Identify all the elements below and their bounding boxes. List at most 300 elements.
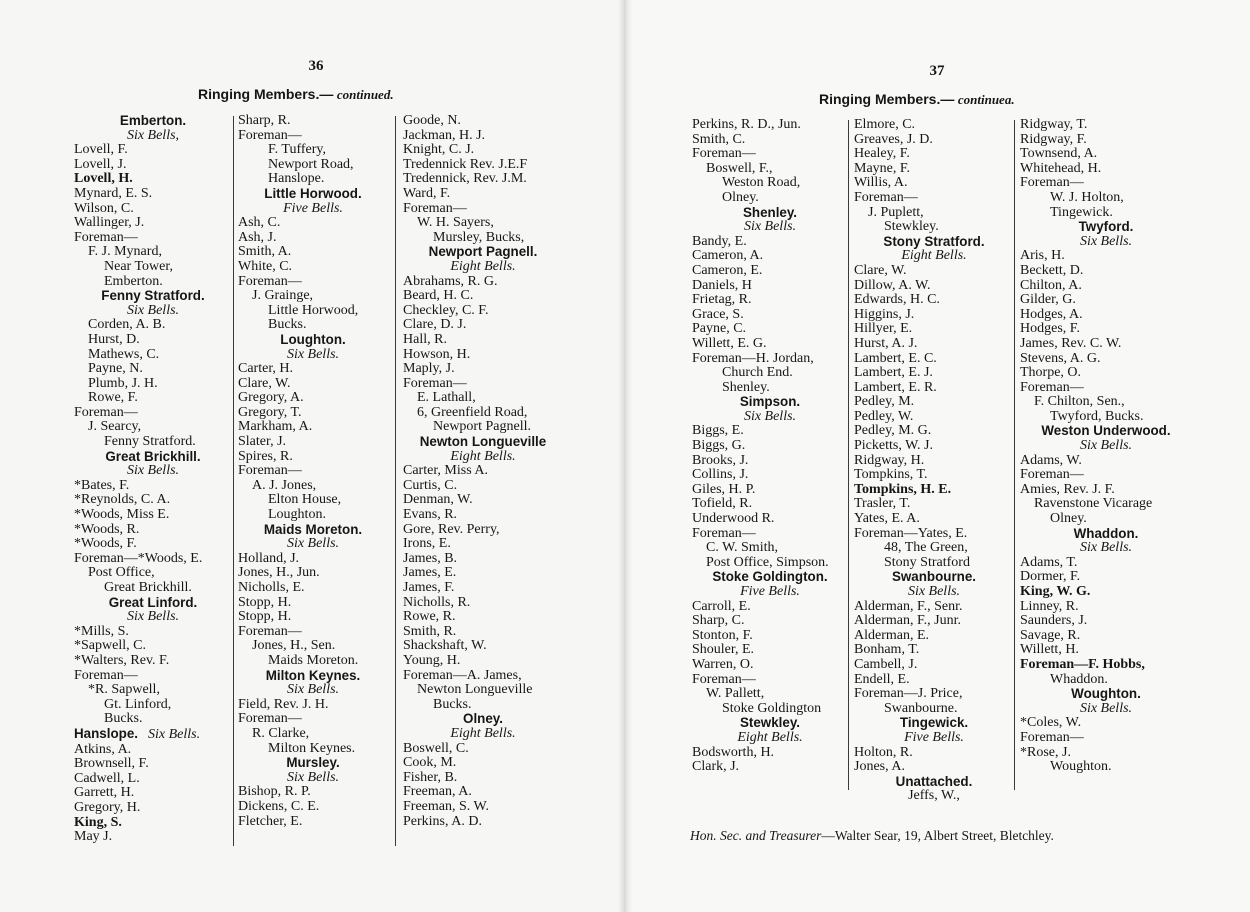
address-line: Newport Road, bbox=[268, 156, 354, 172]
member-entry: Alderman, F., Senr. bbox=[854, 598, 963, 614]
tower-heading: Milton Keynes. bbox=[265, 667, 361, 683]
member-entry: Alderman, E. bbox=[854, 627, 930, 643]
member-entry: Foreman— bbox=[238, 463, 302, 479]
address-line: Jones, H., Sen. bbox=[252, 638, 336, 654]
member-entry: Foreman— bbox=[1020, 379, 1084, 395]
member-entry: Mayne, F. bbox=[854, 160, 911, 176]
member-entry: King, S. bbox=[74, 814, 122, 830]
member-entry: Boswell, C. bbox=[403, 740, 469, 756]
column-4 bbox=[692, 118, 848, 775]
member-entry: Clark, J. bbox=[692, 759, 740, 775]
running-heading-right bbox=[819, 91, 1015, 109]
member-entry: Hillyer, E. bbox=[854, 321, 913, 337]
address-line: Great Brickhill. bbox=[104, 580, 192, 595]
member-entry: Yates, E. A. bbox=[854, 511, 920, 527]
address-line: Olney. bbox=[722, 189, 759, 205]
running-heading-title: Ringing Members.— bbox=[198, 86, 334, 102]
address-line: Fenny Stratford. bbox=[104, 434, 196, 450]
page-number-left: 36 bbox=[308, 58, 324, 74]
bells-count: Six Bells. bbox=[1079, 540, 1133, 556]
address-line: Olney. bbox=[1050, 511, 1087, 527]
member-entry: Irons, E. bbox=[403, 536, 451, 552]
member-entry: Foreman— bbox=[74, 667, 138, 683]
member-entry: Daniels, H bbox=[692, 277, 752, 293]
address-line: Near Tower, bbox=[104, 258, 173, 274]
member-entry: Fletcher, E. bbox=[238, 813, 303, 829]
member-entry: Warren, O. bbox=[692, 656, 754, 672]
member-entry: Giles, H. P. bbox=[692, 481, 756, 497]
address-line: C. W. Smith, bbox=[706, 540, 778, 556]
member-entry: Lovell, H. bbox=[74, 171, 133, 187]
bells-count: Six Bells. bbox=[1079, 438, 1133, 454]
member-entry: Tredennick, Rev. J.M. bbox=[403, 171, 527, 187]
tower-heading: Woughton. bbox=[1071, 686, 1141, 702]
member-entry: Clare, W. bbox=[238, 375, 291, 391]
bells-count: Six Bells. bbox=[126, 302, 180, 318]
member-entry: Edwards, H. C. bbox=[854, 292, 940, 308]
bells-count: Eight Bells. bbox=[450, 448, 516, 464]
member-entry: Mynard, E. S. bbox=[74, 185, 153, 201]
member-entry: Ridgway, F. bbox=[1020, 131, 1087, 147]
column-rule bbox=[395, 116, 396, 846]
member-entry: Dormer, F. bbox=[1020, 569, 1081, 585]
member-entry: Abrahams, R. G. bbox=[403, 273, 498, 289]
member-entry: James, F. bbox=[403, 580, 455, 595]
member-entry: *Reynolds, C. A. bbox=[74, 492, 171, 508]
member-entry: Stopp, H. bbox=[238, 609, 292, 625]
member-entry: Brooks, J. bbox=[692, 452, 749, 468]
address-line: Post Office, Simpson. bbox=[706, 554, 829, 570]
member-entry: Evans, R. bbox=[403, 507, 458, 523]
member-entry: Checkley, C. F. bbox=[403, 302, 489, 318]
member-entry: James, B. bbox=[403, 550, 458, 566]
tower-heading: Stoke Goldington. bbox=[712, 569, 828, 585]
member-entry: Jackman, H. J. bbox=[403, 127, 486, 143]
bells-count: Eight Bells. bbox=[901, 248, 967, 264]
member-entry: Cadwell, L. bbox=[74, 770, 140, 786]
tower-heading: Whaddon. bbox=[1073, 525, 1139, 541]
member-entry: Cameron, A. bbox=[692, 248, 764, 264]
address-line: Emberton. bbox=[104, 273, 163, 289]
member-entry: Carter, Miss A. bbox=[403, 463, 488, 479]
page-gutter bbox=[618, 0, 632, 912]
member-entry: Foreman— bbox=[238, 127, 302, 143]
address-line: Shenley. bbox=[722, 379, 770, 395]
bells-count: Six Bells. bbox=[126, 609, 180, 625]
member-entry: Willis, A. bbox=[854, 175, 908, 191]
member-entry: Gregory, T. bbox=[238, 404, 302, 420]
member-entry: Chilton, A. bbox=[1020, 277, 1082, 293]
member-entry: Wallinger, J. bbox=[74, 215, 145, 231]
footer-text: —Walter Sear, 19, Albert Street, Bletchley. bbox=[821, 828, 1054, 843]
address-line: Church End. bbox=[722, 365, 793, 381]
member-entry: Willett, H. bbox=[1020, 642, 1079, 658]
member-entry: Hall, R. bbox=[403, 331, 447, 347]
member-entry: Savage, R. bbox=[1020, 627, 1081, 643]
member-entry: *Rose, J. bbox=[1020, 744, 1071, 760]
member-entry: Pedley, W. bbox=[854, 408, 914, 424]
member-entry: Foreman—A. James, bbox=[403, 667, 522, 683]
address-line: Mursley, Bucks, bbox=[433, 229, 525, 245]
member-entry: Perkins, R. D., Jun. bbox=[692, 117, 801, 132]
bells-count: Six Bells, bbox=[126, 127, 180, 143]
member-entry: Atkins, A. bbox=[74, 741, 132, 757]
member-entry: Wilson, C. bbox=[74, 200, 134, 216]
running-heading-title: Ringing Members.— bbox=[819, 91, 955, 107]
tower-heading: Stony Stratford. bbox=[883, 233, 985, 249]
bells-count: Eight Bells. bbox=[450, 725, 516, 741]
member-entry: Foreman— bbox=[403, 200, 467, 216]
tower-heading: Great Brickhill. bbox=[105, 448, 201, 464]
member-entry: Shouler, E. bbox=[692, 642, 755, 658]
member-entry: Nicholls, R. bbox=[403, 594, 471, 610]
address-line: F. J. Mynard, bbox=[88, 244, 162, 260]
address-line: Stoke Goldington bbox=[722, 700, 822, 716]
address-line: Bucks. bbox=[433, 696, 472, 712]
member-entry: Tredennick Rev. J.E.F bbox=[403, 156, 528, 172]
member-entry: Jones, A. bbox=[854, 759, 905, 775]
member-entry: Foreman— bbox=[1020, 175, 1084, 191]
member-entry: May J. bbox=[74, 829, 113, 845]
member-entry: Ward, F. bbox=[403, 185, 451, 201]
member-entry: Foreman— bbox=[74, 229, 138, 245]
address-line: Weston Road, bbox=[722, 175, 801, 191]
member-entry: Beard, H. C. bbox=[403, 288, 474, 304]
member-entry: Tofield, R. bbox=[692, 496, 753, 512]
member-entry: Lambert, E. C. bbox=[854, 350, 937, 366]
column-rule bbox=[1014, 120, 1015, 790]
bells-count: Six Bells. bbox=[743, 219, 797, 235]
member-entry: Freeman, A. bbox=[403, 784, 472, 800]
address-line: Little Horwood, bbox=[268, 302, 359, 318]
tower-heading: Weston Underwood. bbox=[1041, 423, 1171, 439]
tower-heading: Newton Longueville bbox=[419, 434, 547, 450]
address-line: Corden, A. B. bbox=[88, 317, 166, 333]
member-entry: Foreman— bbox=[403, 375, 467, 391]
member-entry: King, W. G. bbox=[1020, 584, 1091, 599]
member-entry: Whitehead, H. bbox=[1020, 160, 1102, 176]
member-entry: Carter, H. bbox=[238, 361, 294, 377]
member-entry: Fisher, B. bbox=[403, 769, 458, 785]
bells-count: Five Bells. bbox=[740, 584, 800, 599]
address-line: Hurst, D. bbox=[88, 331, 140, 347]
running-heading-left bbox=[198, 86, 394, 104]
member-entry: *Coles, W. bbox=[1020, 715, 1082, 731]
member-entry: Bonham, T. bbox=[854, 642, 920, 658]
address-line: Payne, N. bbox=[88, 361, 143, 377]
member-entry: Foreman—Yates, E. bbox=[854, 525, 968, 541]
address-line: Milton Keynes. bbox=[268, 740, 356, 756]
tower-heading: Newport Pagnell. bbox=[428, 244, 538, 260]
bells-count: Six Bells. bbox=[907, 584, 961, 599]
tower-heading: Little Horwood. bbox=[264, 185, 362, 201]
member-entry: Beckett, D. bbox=[1020, 262, 1084, 278]
bells-count: Six Bells. bbox=[286, 682, 340, 698]
member-entry: Stonton, F. bbox=[692, 627, 753, 643]
member-entry: *Sapwell, C. bbox=[74, 638, 146, 654]
member-entry: Thorpe, O. bbox=[1020, 365, 1082, 381]
member-entry: Shackshaft, W. bbox=[403, 638, 487, 654]
address-line: Newport Pagnell. bbox=[433, 419, 531, 435]
address-line: J. Searcy, bbox=[88, 419, 142, 435]
member-entry: Smith, C. bbox=[692, 131, 746, 147]
member-entry: Brownsell, F. bbox=[74, 756, 149, 772]
member-entry: Cameron, E. bbox=[692, 262, 763, 278]
bells-count: Six Bells. bbox=[286, 769, 340, 785]
address-line: W. Pallett, bbox=[706, 686, 765, 702]
tower-heading: Fenny Stratford. bbox=[101, 288, 205, 304]
member-entry: Cook, M. bbox=[403, 755, 457, 771]
member-entry: Clare, D. J. bbox=[403, 317, 467, 333]
address-line: Post Office, bbox=[88, 565, 155, 581]
member-entry: Rowe, R. bbox=[403, 609, 456, 625]
page-number-right: 37 bbox=[929, 63, 945, 79]
member-entry: Slater, J. bbox=[238, 434, 287, 450]
bells-count: Six Bells. bbox=[148, 726, 201, 742]
tower-heading: Mursley. bbox=[286, 755, 340, 771]
address-line: Boswell, F., bbox=[706, 160, 773, 176]
member-entry: *Woods, F. bbox=[74, 536, 137, 552]
bells-count: Six Bells. bbox=[1079, 700, 1133, 716]
address-line: J. Puplett, bbox=[868, 204, 924, 220]
bells-count: Six Bells. bbox=[1079, 233, 1133, 249]
member-entry: Linney, R. bbox=[1020, 598, 1079, 614]
tower-heading: Stewkley. bbox=[739, 715, 801, 731]
member-entry: Foreman—J. Price, bbox=[854, 686, 963, 702]
tower-heading-text: Hanslope. bbox=[74, 725, 138, 741]
member-entry: Foreman— bbox=[238, 711, 302, 727]
member-entry: Ash, J. bbox=[238, 229, 277, 245]
member-entry: Collins, J. bbox=[692, 467, 749, 483]
address-line: 48, The Green, bbox=[884, 540, 968, 556]
address-line: R. Clarke, bbox=[252, 725, 310, 741]
member-entry: Ridgway, T. bbox=[1020, 117, 1088, 132]
member-entry: Denman, W. bbox=[403, 492, 473, 508]
member-entry: Goode, N. bbox=[403, 113, 461, 128]
member-entry: Biggs, E. bbox=[692, 423, 744, 439]
member-entry: Payne, C. bbox=[692, 321, 747, 337]
address-line: Bucks. bbox=[268, 317, 307, 333]
tower-heading: Simpson. bbox=[739, 394, 801, 410]
member-entry: Foreman—H. Jordan, bbox=[692, 350, 814, 366]
member-entry: Alderman, F., Junr. bbox=[854, 613, 961, 629]
bells-count: Five Bells. bbox=[904, 729, 964, 745]
address-line: Woughton. bbox=[1050, 759, 1112, 775]
member-entry: Foreman—*Woods, E. bbox=[74, 550, 203, 566]
member-entry: Foreman— bbox=[1020, 729, 1084, 745]
address-line: Loughton. bbox=[268, 507, 326, 523]
tower-heading: Loughton. bbox=[280, 331, 346, 347]
address-line: Rowe, F. bbox=[88, 390, 138, 406]
member-entry: Clare, W. bbox=[854, 262, 907, 278]
running-heading-suffix: continuea. bbox=[957, 92, 1015, 107]
member-entry: Foreman— bbox=[74, 404, 138, 420]
bells-count: Six Bells. bbox=[743, 408, 797, 424]
address-line: F. Tuffery, bbox=[268, 142, 327, 158]
member-entry: Dillow, A. W. bbox=[854, 277, 931, 293]
member-entry: Spires, R. bbox=[238, 448, 293, 464]
bells-count: Eight Bells. bbox=[450, 258, 516, 274]
member-entry: Howson, H. bbox=[403, 346, 471, 362]
member-entry: Lovell, J. bbox=[74, 156, 127, 172]
member-entry: Willett, E. G. bbox=[692, 335, 767, 351]
member-entry: *Mills, S. bbox=[74, 623, 129, 639]
member-entry: Higgins, J. bbox=[854, 306, 915, 322]
member-entry: Perkins, A. D. bbox=[403, 813, 482, 829]
member-entry: Jones, H., Jun. bbox=[238, 565, 320, 581]
tower-heading: Unattached. bbox=[895, 773, 973, 789]
member-entry: Gore, Rev. Perry, bbox=[403, 521, 500, 537]
tower-heading: Great Linford. bbox=[108, 594, 198, 610]
member-entry: Bandy, E. bbox=[692, 233, 747, 249]
member-entry: Adams, W. bbox=[1020, 452, 1082, 468]
column-3 bbox=[403, 114, 563, 829]
member-entry: Lovell, F. bbox=[74, 142, 128, 158]
address-line: Elton House, bbox=[268, 492, 342, 508]
member-entry: Markham, A. bbox=[238, 419, 313, 435]
address-line: J. Grainge, bbox=[252, 288, 314, 304]
member-entry: Amies, Rev. J. F. bbox=[1020, 481, 1115, 497]
member-entry: Biggs, G. bbox=[692, 438, 746, 454]
address-line: Hanslope. bbox=[268, 171, 325, 187]
tower-heading: Swanbourne. bbox=[891, 569, 977, 585]
member-entry: Nicholls, E. bbox=[238, 580, 305, 595]
member-entry: Foreman— bbox=[238, 273, 302, 289]
member-entry: Foreman— bbox=[854, 189, 918, 205]
tower-heading: Shenley. bbox=[742, 204, 798, 220]
member-entry: Cambell, J. bbox=[854, 656, 918, 672]
member-entry: James, Rev. C. W. bbox=[1020, 335, 1122, 351]
running-heading-suffix: continued. bbox=[336, 87, 394, 102]
member-entry: Tompkins, T. bbox=[854, 467, 928, 483]
member-entry: *Bates, F. bbox=[74, 477, 130, 493]
footer-label: Hon. Sec. and Treasurer bbox=[690, 828, 822, 843]
address-line: Tingewick. bbox=[1050, 204, 1113, 220]
bells-count: Six Bells. bbox=[286, 346, 340, 362]
footer-line bbox=[690, 828, 1054, 844]
member-entry: Ash, C. bbox=[238, 215, 281, 231]
member-entry: Stevens, A. G. bbox=[1020, 350, 1101, 366]
member-entry: Curtis, C. bbox=[403, 477, 458, 493]
member-entry: Stopp, H. bbox=[238, 594, 292, 610]
member-entry: Hurst, A. J. bbox=[854, 335, 918, 351]
member-entry: Adams, T. bbox=[1020, 554, 1078, 570]
address-line: Stewkley. bbox=[884, 219, 939, 235]
member-entry: Ridgway, H. bbox=[854, 452, 925, 468]
member-entry: Maply, J. bbox=[403, 361, 455, 377]
member-entry: Young, H. bbox=[403, 652, 461, 668]
member-entry: *Woods, R. bbox=[74, 521, 140, 537]
tower-heading bbox=[74, 727, 232, 743]
member-entry: Elmore, C. bbox=[854, 117, 916, 132]
member-entry: Endell, E. bbox=[854, 671, 910, 687]
member-entry: Aris, H. bbox=[1020, 248, 1065, 264]
bells-count: Five Bells. bbox=[283, 200, 343, 216]
bells-count: Six Bells. bbox=[286, 536, 340, 552]
member-entry: Townsend, A. bbox=[1020, 146, 1098, 162]
member-entry: Pedley, M. bbox=[854, 394, 915, 410]
address-line: *R. Sapwell, bbox=[88, 682, 160, 698]
member-entry: Gilder, G. bbox=[1020, 292, 1076, 308]
member-entry: Sharp, C. bbox=[692, 613, 745, 629]
address-line: E. Lathall, bbox=[417, 390, 476, 406]
member-entry: Greaves, J. D. bbox=[854, 131, 933, 147]
member-entry: Underwood R. bbox=[692, 511, 775, 527]
member-entry: Dickens, C. E. bbox=[238, 798, 320, 814]
tower-heading: Maids Moreton. bbox=[263, 521, 363, 537]
member-entry: James, E. bbox=[403, 565, 457, 581]
member-entry: Hodges, F. bbox=[1020, 321, 1080, 337]
member-entry: Holland, J. bbox=[238, 550, 300, 566]
member-entry: Bodsworth, H. bbox=[692, 744, 775, 760]
column-rule bbox=[848, 120, 849, 790]
column-rule bbox=[233, 116, 234, 846]
tower-heading: Twyford. bbox=[1078, 219, 1134, 235]
address-line: Mathews, C. bbox=[88, 346, 160, 362]
member-entry: Tompkins, H. E. bbox=[854, 481, 952, 497]
member-entry: Smith, R. bbox=[403, 623, 457, 639]
right-page bbox=[625, 0, 1250, 912]
member-entry: *Woods, Miss E. bbox=[74, 507, 170, 523]
address-line: W. J. Holton, bbox=[1050, 189, 1124, 205]
member-entry: Foreman— bbox=[692, 671, 756, 687]
address-line: W. H. Sayers, bbox=[417, 215, 494, 231]
member-entry: Foreman— bbox=[1020, 467, 1084, 483]
address-line: Stony Stratford bbox=[884, 554, 970, 570]
member-entry: Bishop, R. P. bbox=[238, 784, 311, 800]
member-entry: Field, Rev. J. H. bbox=[238, 696, 329, 712]
member-entry: Frietag, R. bbox=[692, 292, 752, 308]
column-1 bbox=[74, 114, 232, 845]
member-entry: Holton, R. bbox=[854, 744, 913, 760]
bells-count: Six Bells. bbox=[126, 463, 180, 479]
address-line: A. J. Jones, bbox=[252, 477, 317, 493]
member-entry: Healey, F. bbox=[854, 146, 910, 162]
address-line: 6, Greenfield Road, bbox=[417, 404, 528, 420]
member-entry: Pedley, M. G. bbox=[854, 423, 932, 439]
address-line: Bucks. bbox=[104, 711, 143, 727]
column-2 bbox=[238, 114, 388, 829]
member-entry: Saunders, J. bbox=[1020, 613, 1088, 629]
member-entry: Sharp, R. bbox=[238, 113, 291, 128]
bells-count: Eight Bells. bbox=[737, 729, 803, 745]
member-entry: Foreman— bbox=[238, 623, 302, 639]
address-line: Plumb, J. H. bbox=[88, 375, 158, 391]
member-entry: Foreman— bbox=[692, 525, 756, 541]
member-entry: Freeman, S. W. bbox=[403, 798, 489, 814]
address-line: Whaddon. bbox=[1050, 671, 1108, 687]
address-line: Swanbourne. bbox=[884, 700, 958, 716]
member-entry: Jeffs, W., bbox=[908, 788, 960, 804]
member-entry: Hodges, A. bbox=[1020, 306, 1083, 322]
address-line: F. Chilton, Sen., bbox=[1034, 394, 1125, 410]
member-entry: Lambert, E. R. bbox=[854, 379, 937, 395]
address-line: Twyford, Bucks. bbox=[1050, 408, 1144, 424]
address-line: Maids Moreton. bbox=[268, 652, 359, 668]
tower-heading: Olney. bbox=[463, 711, 503, 727]
address-line: Newton Longueville bbox=[417, 682, 533, 698]
member-entry: Trasler, T. bbox=[854, 496, 911, 512]
member-entry: Smith, A. bbox=[238, 244, 292, 260]
member-entry: Gregory, A. bbox=[238, 390, 304, 406]
tower-heading: Tingewick. bbox=[899, 715, 969, 731]
member-entry: Garrett, H. bbox=[74, 785, 135, 801]
member-entry: Knight, C. J. bbox=[403, 142, 475, 158]
member-entry: Grace, S. bbox=[692, 306, 744, 322]
member-entry: Foreman— bbox=[692, 146, 756, 162]
member-entry: Picketts, W. J. bbox=[854, 438, 933, 454]
tower-heading: Emberton. bbox=[119, 113, 187, 128]
